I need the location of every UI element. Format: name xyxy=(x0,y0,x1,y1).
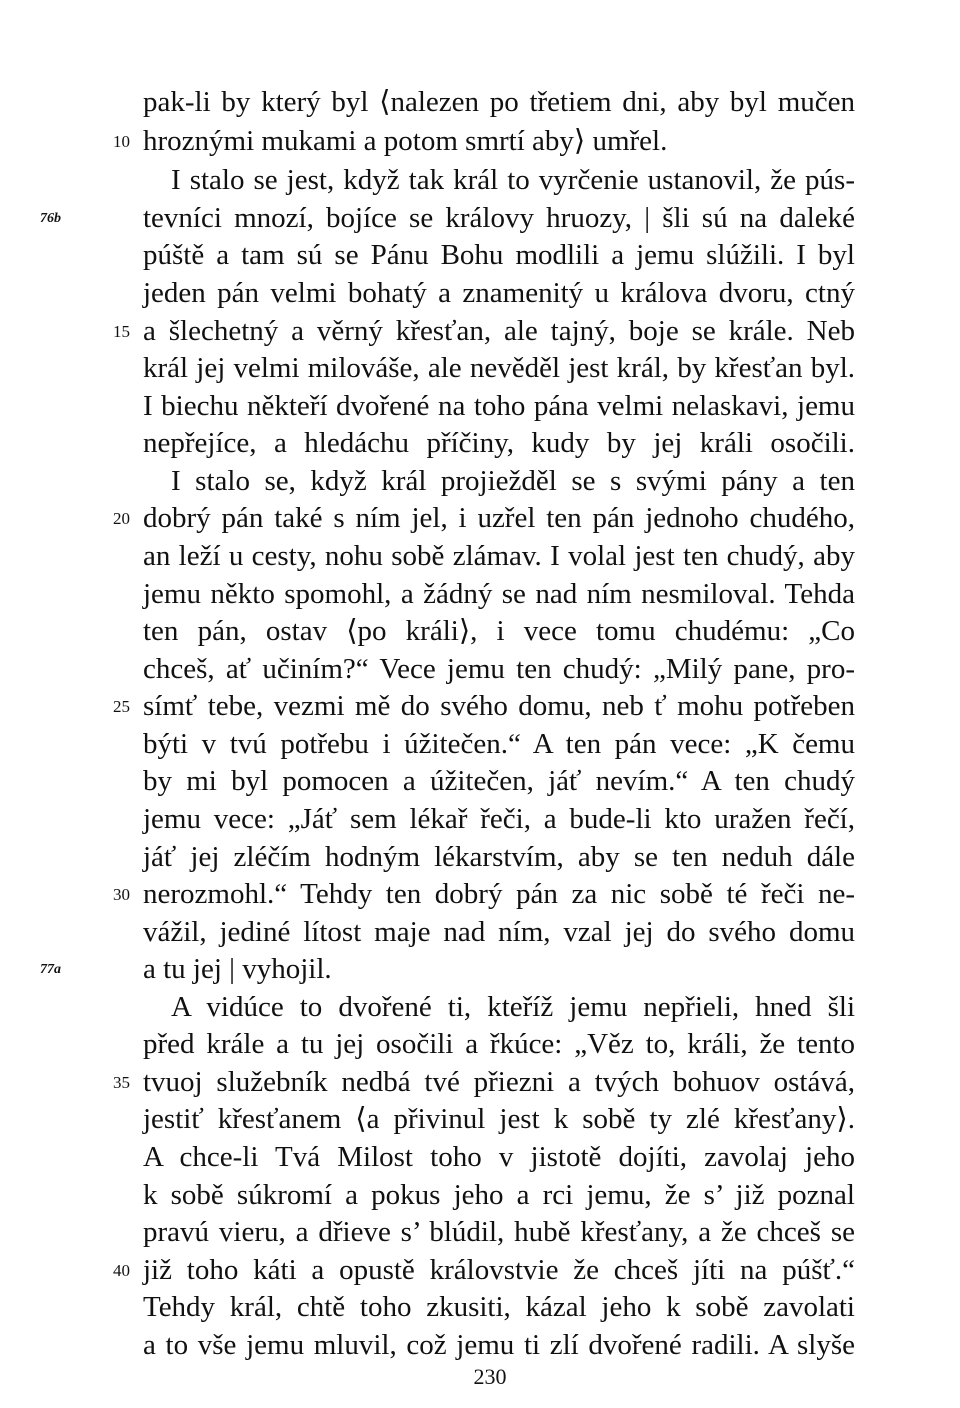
text-line: jáť jej zléčím hodným lékarstvím, aby se ten neduh dále xyxy=(143,841,855,873)
text-line: a šlechetný a věrný křesťan, ale tajný, boje se krále. Neb xyxy=(143,315,855,347)
text-line: símť tebe, vezmi mě do svého domu, neb ť mohu potřeben xyxy=(143,690,855,722)
text-line: I biechu někteří dvořené na toho pána velmi nelaskavi, jemu xyxy=(143,390,855,422)
text-line: A vidúce to dvořené ti, kteříž jemu nepřieli, hned šli xyxy=(171,991,855,1023)
text-line: před krále a tu jej osočili a řkúce: „Věz to, králi, že tento xyxy=(143,1028,855,1060)
text-line: jeden pán velmi bohatý a znamenitý u králova dvoru, ctný xyxy=(143,277,855,309)
text-line: býti v tvú potřebu i úžitečen.“ A ten pán vece: „K čemu xyxy=(143,728,855,760)
line-number: 25 xyxy=(113,697,130,716)
text-line: pravú vieru, a dřieve s’ blúdil, hubě křesťany, a že chceš se xyxy=(143,1216,855,1248)
line-number: 10 xyxy=(113,132,130,151)
text-line: púště a tam sú se Pánu Bohu modlili a jemu slúžili. I byl xyxy=(143,239,855,271)
text-line: I stalo se jest, když tak král to vyrčenie ustanovil, že pús- xyxy=(171,164,855,196)
text-line: již toho káti a opustě královstvie že chceš jíti na púšť.“ xyxy=(143,1254,855,1286)
text-line: jemu vece: „Jáť sem lékař řeči, a bude-li kto uražen řečí, xyxy=(143,803,855,835)
text-line: by mi byl pomocen a úžitečen, jáť nevím.“ A ten chudý xyxy=(143,765,855,797)
text-line: a tu jej | vyhojil. xyxy=(143,953,332,985)
text-line: ten pán, ostav ⟨po králi⟩, i vece tomu chudému: „Co xyxy=(143,615,855,647)
text-line: nepřejíce, a hledáchu příčiny, kudy by jej králi osočili. xyxy=(143,427,855,459)
text-line: chceš, ať učiním?“ Vece jemu ten chudý: „Milý pane, pro- xyxy=(143,653,855,685)
text-line: Tehdy král, chtě toho zkusiti, kázal jeho k sobě zavolati xyxy=(143,1291,855,1323)
folio-mark: 77a xyxy=(40,962,61,977)
text-line: jestiť křesťanem ⟨a přivinul jest k sobě ty zlé křesťany⟩. xyxy=(143,1103,855,1135)
text-line: k sobě súkromí a pokus jeho a rci jemu, že s’ již poznal xyxy=(143,1179,855,1211)
line-number: 30 xyxy=(113,885,130,904)
folio-mark: 76b xyxy=(40,211,61,226)
line-number: 15 xyxy=(113,322,130,341)
text-line: nerozmohl.“ Tehdy ten dobrý pán za nic sobě té řeči ne- xyxy=(143,878,855,910)
text-line: tvuoj služebník nedbá tvé přiezni a tvých bohuov ostává, xyxy=(143,1066,855,1098)
text-line: pak-li by který byl ⟨nalezen po třetiem dni, aby byl mučen xyxy=(143,86,855,118)
text-line: an leží u cesty, nohu sobě zlámav. I volal jest ten chudý, aby xyxy=(143,540,855,572)
text-line: A chce-li Tvá Milost toho v jistotě dojíti, zavolaj jeho xyxy=(143,1141,855,1173)
text-line: vážil, jediné lítost maje nad ním, vzal jej do svého domu xyxy=(143,916,855,948)
text-line: a to vše jemu mluvil, což jemu ti zlí dvořené radili. A slyše xyxy=(143,1329,855,1361)
line-number: 20 xyxy=(113,509,130,528)
page-number: 230 xyxy=(473,1364,507,1389)
line-number: 40 xyxy=(113,1261,130,1280)
text-line: I stalo se, když král projiežděl se s svými pány a ten xyxy=(171,465,855,497)
line-number: 35 xyxy=(113,1073,130,1092)
text-line: král jej velmi milováše, ale nevěděl jest král, by křesťan byl. xyxy=(143,352,855,384)
text-line: jemu někto spomohl, a žádný se nad ním nesmiloval. Tehda xyxy=(143,578,855,610)
text-line: dobrý pán také s ním jel, i uzřel ten pán jednoho chudého, xyxy=(143,502,855,534)
text-line: hroznými mukami a potom smrtí aby⟩ umřel. xyxy=(143,125,668,157)
text-line: tevníci mnozí, bojíce se královy hruozy, | šli sú na daleké xyxy=(143,202,855,234)
